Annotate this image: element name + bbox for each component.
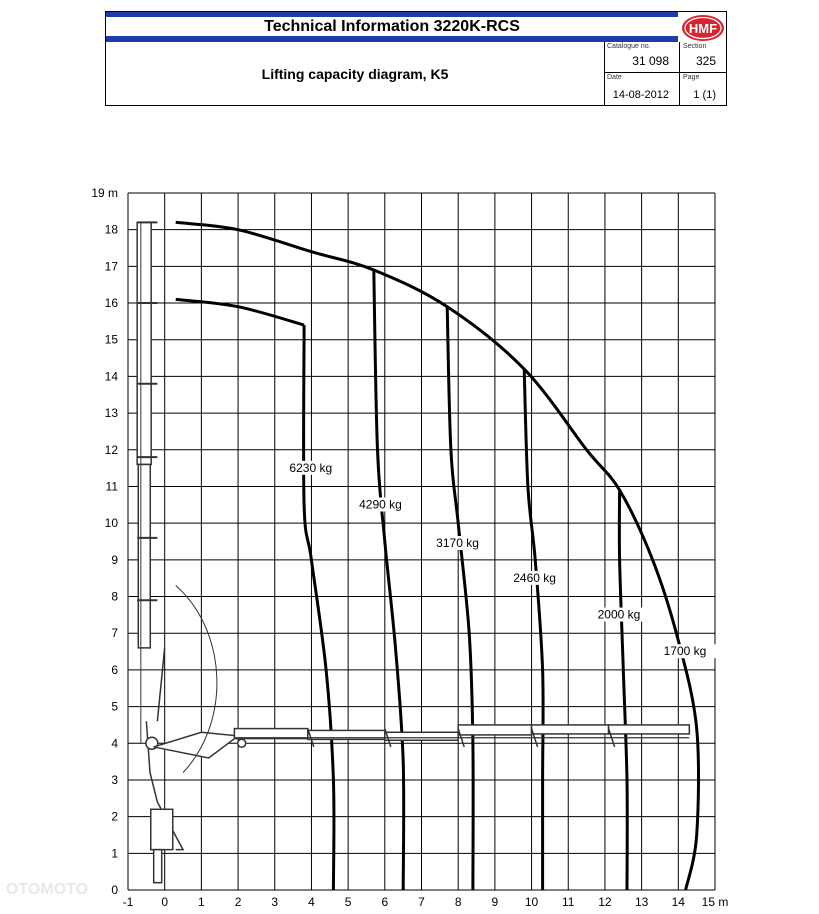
capacity-line [619, 490, 627, 890]
y-tick-label: 6 [111, 662, 118, 677]
page-label: Page [683, 74, 700, 81]
y-tick-label: 2 [111, 809, 118, 824]
capacity-label: 6230 kg [289, 460, 333, 475]
crane-illustration [137, 222, 689, 882]
capacity-label: 4290 kg [359, 497, 402, 512]
y-tick-label: 7 [111, 626, 118, 641]
y-tick-label: 1 [111, 846, 118, 861]
section-value: 325 [695, 54, 716, 68]
date-value: 14-08-2012 [612, 89, 669, 101]
y-tick-label: 10 [104, 516, 118, 531]
x-tick-label: 12 [598, 895, 612, 909]
capacity-label: 1700 kg [663, 644, 707, 659]
x-tick-label: 10 [524, 895, 539, 909]
x-tick-label: 7 [418, 895, 425, 909]
y-tick-label: 4 [111, 736, 118, 751]
x-tick-label: 13 [634, 895, 649, 909]
y-tick-label: 14 [104, 369, 118, 384]
x-tick-label: 8 [454, 895, 462, 909]
date-label: Date [607, 74, 622, 81]
y-tick-label: 5 [111, 699, 118, 714]
x-tick-label: 4 [308, 895, 315, 909]
catalogue-label: Catalogue no. [607, 43, 651, 50]
y-tick-label: 12 [104, 442, 118, 457]
x-tick-label: 9 [491, 895, 499, 909]
x-tick-label: -1 [122, 895, 134, 909]
capacity-line [524, 369, 543, 890]
x-tick-label: 11 [562, 895, 575, 909]
page-title: Technical Information 3220K-RCS [106, 16, 678, 37]
x-tick-label: 1 [198, 895, 205, 909]
document-subtitle: Lifting capacity diagram, K5 [106, 42, 605, 105]
capacity-label: 3170 kg [436, 536, 479, 551]
y-tick-label: 13 [104, 406, 118, 421]
x-tick-label: 3 [271, 895, 279, 909]
y-tick-label: 0 [111, 883, 118, 897]
y-tick-label: 16 [104, 296, 118, 311]
capacity-line [447, 307, 473, 890]
page-value: 1 (1) [693, 89, 716, 101]
x-tick-label: 2 [234, 895, 242, 909]
capacity-label: 2460 kg [513, 570, 556, 585]
logo-text: HMF [688, 21, 718, 36]
section-label: Section [683, 43, 707, 50]
y-tick-label: 11 [105, 479, 118, 494]
x-tick-label: 5 [344, 895, 352, 909]
y-tick-label: 3 [111, 772, 118, 787]
capacity-line [374, 270, 404, 890]
x-tick-label: 15 m [701, 895, 729, 909]
y-tick-label: 19 m [91, 186, 118, 200]
y-tick-label: 9 [111, 552, 118, 567]
watermark: OTOMOTO [6, 881, 89, 898]
x-tick-label: 0 [161, 895, 169, 909]
x-tick-label: 14 [671, 895, 685, 909]
x-tick-label: 6 [381, 895, 389, 909]
capacity-label: 2000 kg [597, 607, 641, 622]
y-tick-label: 17 [104, 259, 118, 274]
y-tick-label: 15 [104, 332, 118, 347]
y-tick-label: 18 [104, 222, 118, 237]
y-tick-label: 8 [111, 589, 118, 604]
capacity-line [304, 325, 334, 890]
catalogue-value: 31 098 [632, 54, 669, 68]
